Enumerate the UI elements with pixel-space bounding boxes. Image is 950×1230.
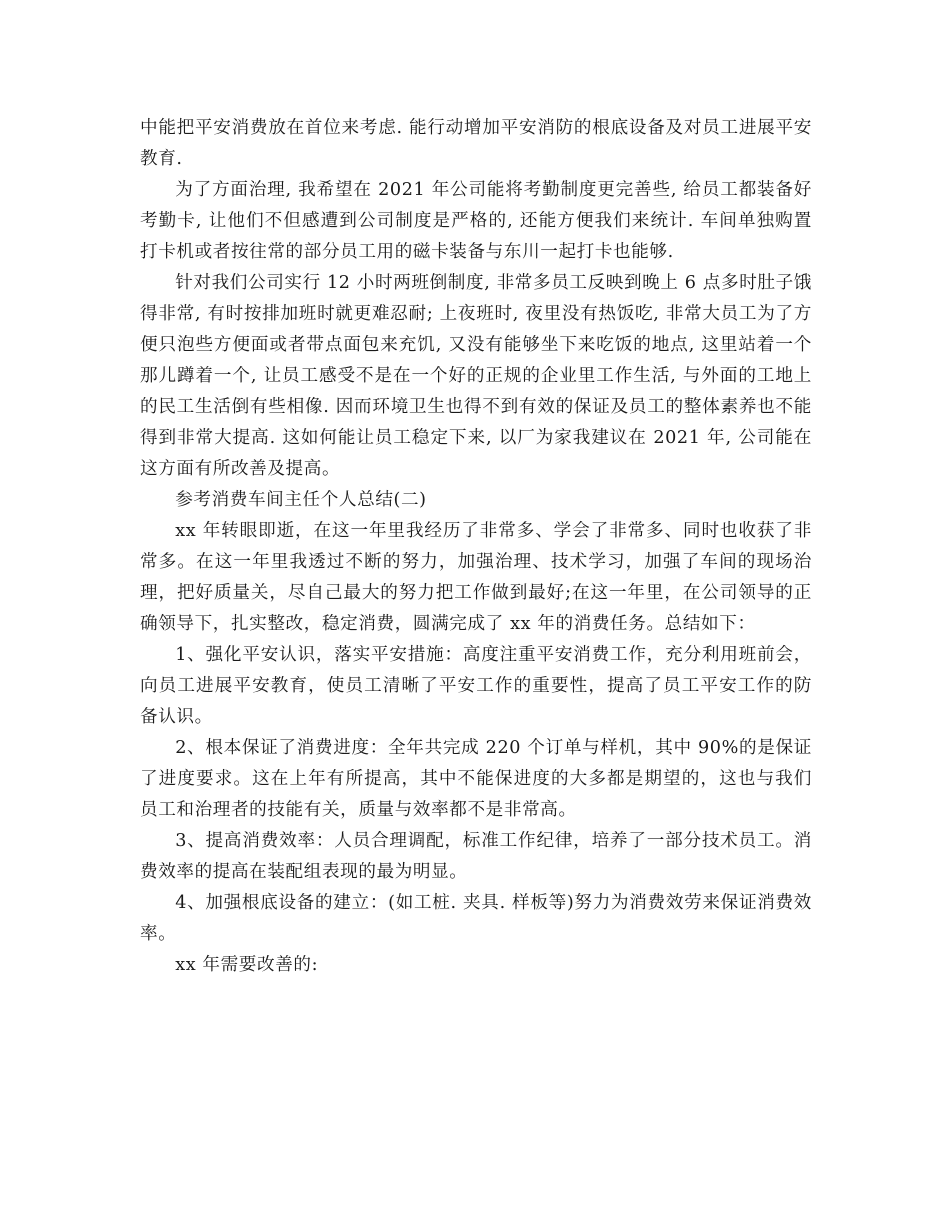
list-item-progress: 2、根本保证了消费进度：全年共完成 220 个订单与样机，其中 90%的是保证了进度要求。这在上年有所提高，其中不能保进度的大多都是期望的，这也与我们员工和治理者的技能有关，质量与效率都不是非常高。 <box>140 738 812 820</box>
document-page <box>140 113 812 981</box>
paragraph-shift-meals: 针对我们公司实行 12 小时两班倒制度, 非常多员工反映到晚上 6 点多时肚子饿得非常, 有时按排加班时就更难忍耐; 上夜班时, 夜里没有热饭吃, 非常大员工为了方便只泡些方便面或者带点面包来充饥, 又没有能够坐下来吃饭的地点, 这里站着一个那儿蹲着一个, 让员工感受不是在一个好的正规的企业里工作生活, 与外面的工地上的民工生活倒有些相像. 因而环境卫生也得不到有效的保证及员工的整体素养也不能得到非常大提高. 这如何能让员工稳定下来, 以厂为家我建议在 2021 年, 公司能在这方面有所改善及提高。 <box>140 273 812 479</box>
list-item-efficiency: 3、提高消费效率：人员合理调配，标准工作纪律，培养了一部分技术员工。消费效率的提高在装配组表现的最为明显。 <box>140 831 812 882</box>
list-item-safety: 1、强化平安认识，落实平安措施：高度注重平安消费工作，充分利用班前会，向员工进展平安教育，使员工清晰了平安工作的重要性，提高了员工平安工作的防备认识。 <box>140 645 812 727</box>
list-item-equipment: 4、加强根底设备的建立：(如工桩. 夹具. 样板等)努力为消费效劳来保证消费效率。 <box>140 893 812 944</box>
paragraph-improvements-heading: xx 年需要改善的: <box>175 955 319 975</box>
section-heading: 参考消费车间主任个人总结(二) <box>175 490 427 510</box>
paragraph-attendance: 为了方面治理, 我希望在 2021 年公司能将考勤制度更完善些, 给员工都装备好考勤卡, 让他们不但感遭到公司制度是严格的, 还能方便我们来统计. 车间单独购置打卡机或者按往常的部分员工用的磁卡装备与东川一起打卡也能够. <box>140 180 812 262</box>
paragraph-continuation: 中能把平安消费放在首位来考虑. 能行动增加平安消防的根底设备及对员工进展平安教育. <box>140 118 812 169</box>
paragraph-year-summary: xx 年转眼即逝，在这一年里我经历了非常多、学会了非常多、同时也收获了非常多。在这一年里我透过不断的努力，加强治理、技术学习，加强了车间的现场治理，把好质量关，尽自己最大的努力把工作做到最好;在这一年里，在公司领导的正确领导下，扎实整改，稳定消费，圆满完成了 xx 年的消费任务。总结如下： <box>140 521 812 634</box>
